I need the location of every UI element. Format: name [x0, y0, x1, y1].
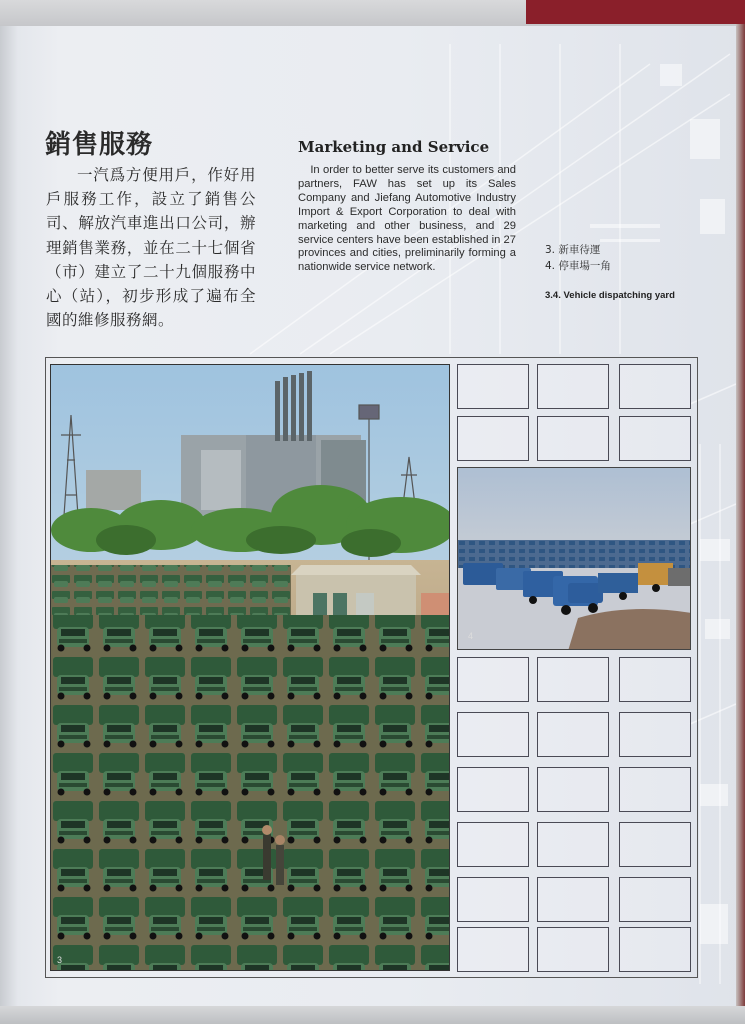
page-right-edge [736, 24, 745, 1024]
grid-cell [619, 712, 691, 757]
caption-photo-3: 3. 新車待運 [545, 244, 601, 256]
blue-truck-lot-illustration [458, 468, 691, 650]
grid-cell [619, 364, 691, 409]
grid-cell [457, 767, 529, 812]
photo-number-4: 4 [468, 631, 474, 641]
grid-cell [619, 767, 691, 812]
grid-cell [619, 822, 691, 867]
grid-cell [537, 822, 609, 867]
grid-cell [537, 927, 609, 972]
caption-chinese [545, 242, 611, 274]
grid-cell [457, 416, 529, 461]
heading-english: Marketing and Service [298, 138, 490, 156]
grid-cell [619, 657, 691, 702]
grid-cell [619, 927, 691, 972]
grid-cell [537, 712, 609, 757]
grid-cell [457, 877, 529, 922]
photo-number-3: 3 [57, 955, 63, 965]
grid-cell [619, 416, 691, 461]
heading-chinese: 銷售服務 [45, 130, 154, 160]
grid-cell [457, 927, 529, 972]
truck-yard-illustration [51, 365, 450, 971]
grid-cell [457, 712, 529, 757]
grid-cell [537, 364, 609, 409]
grid-cell [457, 657, 529, 702]
grid-cell [537, 767, 609, 812]
caption-english: 3.4. Vehicle dispatching yard [545, 290, 675, 301]
photo-parking-lot [457, 467, 691, 650]
body-text-chinese: 一汽爲方便用戶，作好用戶服務工作，設立了銷售公司、解放汽車進出口公司，辦理銷售業務，並在二十七個省（市）建立了二十九個服務中心（站），初步形成了遍布全國的維修服務網。 [46, 166, 256, 330]
grid-cell [457, 364, 529, 409]
photo-vehicle-yard [50, 364, 450, 971]
caption-photo-4: 4. 停車場一角 [545, 260, 611, 272]
page-bottom-edge [0, 1006, 745, 1024]
grid-cell [537, 877, 609, 922]
grid-cell [457, 822, 529, 867]
grid-cell [537, 657, 609, 702]
body-text-english: In order to better serve its customers and partners, FAW has set up its Sales Company and Jiefang Automotive Industry Import & Export Corporation to deal with marketing and other business, and 29 service centers have been established in 27 provinces and cities, preliminarily forming a nationwide service network. [298, 164, 516, 274]
grid-cell [619, 877, 691, 922]
grid-cell [537, 416, 609, 461]
cover-edge [526, 0, 745, 24]
